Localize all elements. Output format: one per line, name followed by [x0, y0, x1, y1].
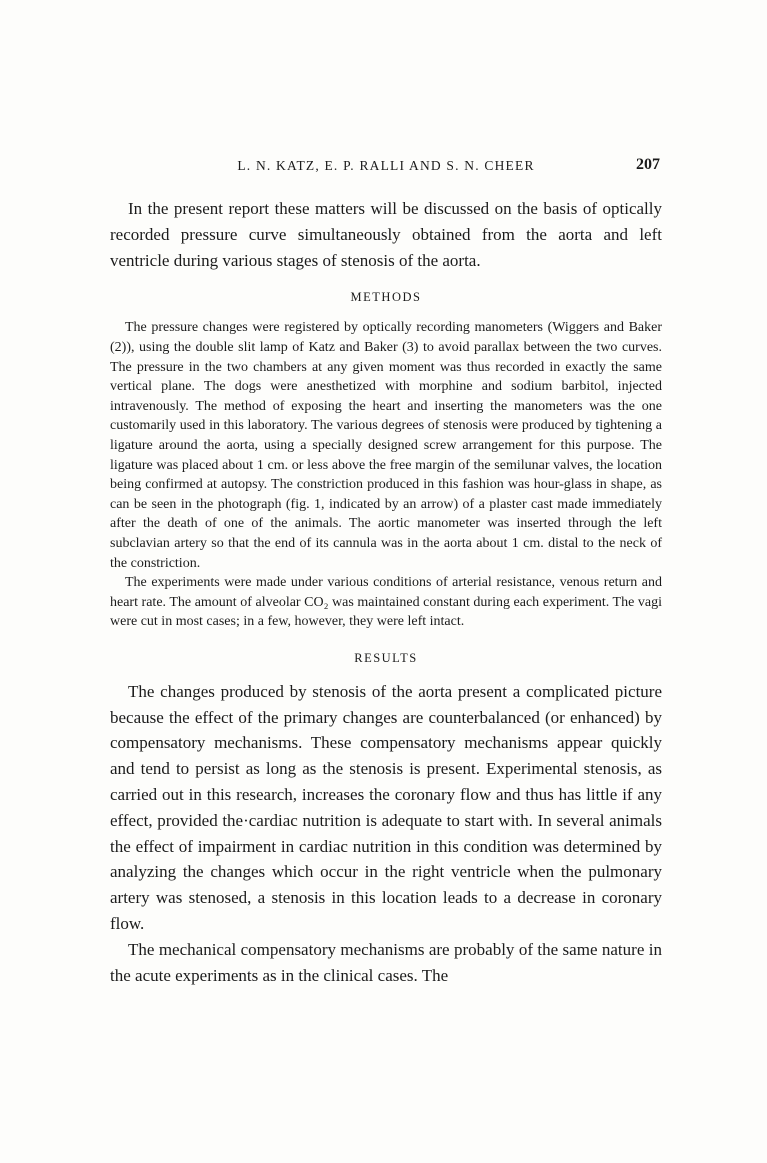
results-paragraph-2: The mechanical compensatory mechanisms are probably of the same nature in the acute experiments as in the clinical cases. The	[110, 939, 662, 985]
page-content	[110, 158, 662, 988]
methods-paragraph-2: The experiments were made under various conditions of arterial resistance, venous return and heart rate. The amount of alveolar CO₂ was maintained constant during each experiment. The vagi were cut in most cases; in a few, however, they were left intact.	[110, 575, 662, 630]
results-section	[110, 679, 662, 989]
running-head	[110, 158, 662, 174]
page-number: 207	[636, 156, 660, 173]
results-heading: RESULTS	[354, 650, 418, 665]
results-paragraph-1: The changes produced by stenosis of the aorta present a complicated picture because the effect of the primary changes are counterbalanced (or enhanced) by compensatory mechanisms. These compensatory mechanisms appear quickly and tend to persist as long as the stenosis is present. Experimental stenosis, as carried out in this research, increases the coronary flow and thus has little if any effect, provided the·cardiac nutrition is adequate to start with. In several animals the effect of impairment in cardiac nutrition in this condition was determined by analyzing the changes which occur in the right ventricle when the pulmonary artery was stenosed, a stenosis in this location leads to a decrease in coronary flow.	[110, 681, 662, 934]
methods-section	[110, 318, 662, 632]
running-head-authors: L. N. KATZ, E. P. RALLI AND S. N. CHEER	[237, 158, 535, 173]
methods-paragraph-1: The pressure changes were registered by optically recording manometers (Wiggers and Baker (2)), using the double slit lamp of Katz and Baker (3) to avoid parallax between the two curves. The pressure in the two chambers at any given moment was thus recorded in exactly the same vertical plane. The dogs were anesthetized with morphine and sodium barbitol, injected intravenously. The method of exposing the heart and inserting the manometers was the one customarily used in this laboratory. The various degrees of stenosis were produced by tightening a ligature around the aorta, using a specially designed screw arrangement for this purpose. The ligature was placed about 1 cm. or less above the free margin of the semilunar valves, the location being confirmed at autopsy. The constriction produced in this fashion was hour-glass in shape, as can be seen in the photograph (fig. 1, indicated by an arrow) of a plaster cast made immediately after the death of one of the animals. The aortic manometer was inserted through the left subclavian artery so that the end of its cannula was in the aorta about 1 cm. distal to the neck of the constriction.	[110, 320, 662, 571]
intro-paragraph: In the present report these matters will be discussed on the basis of optically recorded pressure curve simultaneously obtained from the aorta and left ventricle during various stages of stenosis of the aorta.	[110, 199, 662, 270]
methods-heading: METHODS	[350, 290, 422, 305]
